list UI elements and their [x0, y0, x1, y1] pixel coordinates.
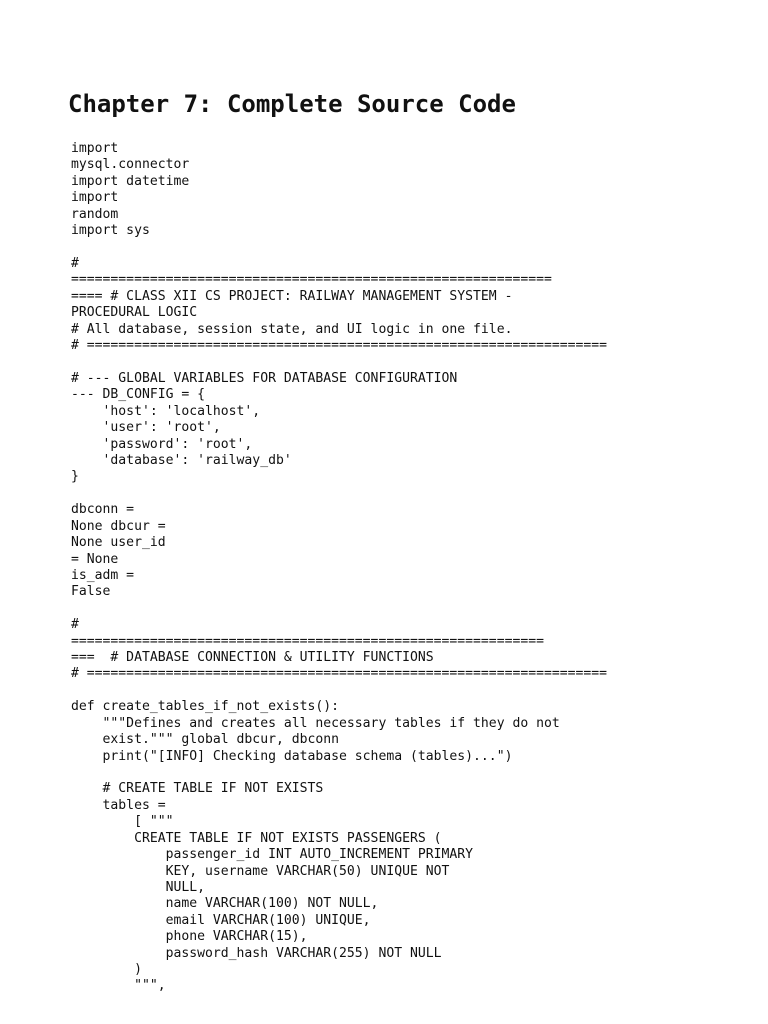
code-line: print("[INFO] Checking database schema (tables)...") — [71, 748, 513, 764]
code-line: # ================================================================== — [71, 338, 608, 353]
code-line: """Defines and creates all necessary tables if they do not — [71, 715, 560, 731]
code-line: } — [71, 469, 79, 485]
code-line: # CREATE TABLE IF NOT EXISTS — [71, 781, 324, 797]
code-line: import sys — [71, 223, 150, 239]
code-line: # --- GLOBAL VARIABLES FOR DATABASE CONFIGURATION — [71, 370, 458, 386]
code-line: mysql.connector — [71, 157, 190, 173]
code-line: is_adm = — [71, 567, 135, 583]
code-line: import — [71, 190, 119, 206]
code-line: ==== # CLASS XII CS PROJECT: RAILWAY MANAGEMENT SYSTEM - — [71, 288, 513, 304]
code-line: --- DB_CONFIG = { — [71, 387, 206, 403]
code-line: CREATE TABLE IF NOT EXISTS PASSENGERS ( — [71, 830, 442, 846]
code-line: 'host': 'localhost', — [71, 403, 261, 419]
code-line: import datetime — [71, 173, 190, 189]
code-line: 'user': 'root', — [71, 420, 221, 436]
code-line: PROCEDURAL LOGIC — [71, 305, 198, 321]
code-line: 'password': 'root', — [71, 436, 253, 452]
code-line: ============================================================ — [71, 633, 544, 649]
code-line: 'database': 'railway_db' — [71, 453, 292, 468]
code-line: False — [71, 584, 111, 600]
code-line: passenger_id INT AUTO_INCREMENT PRIMARY — [71, 847, 474, 863]
code-line: # — [71, 617, 79, 633]
code-line: ) — [71, 962, 142, 977]
code-line: ============================================================= — [71, 272, 552, 288]
code-line: name VARCHAR(100) NOT NULL, — [71, 896, 379, 912]
code-line: = None — [71, 551, 119, 567]
code-line: phone VARCHAR(15), — [71, 929, 308, 945]
code-line: password_hash VARCHAR(255) NOT NULL — [71, 945, 442, 961]
code-line: NULL, — [71, 879, 206, 895]
code-line: === # DATABASE CONNECTION & UTILITY FUNCTIONS — [71, 650, 434, 665]
code-line: # ================================================================== — [71, 666, 608, 682]
code-line: """, — [71, 978, 166, 994]
code-line: dbconn = — [71, 502, 135, 518]
code-line: exist.""" global dbcur, dbconn — [71, 732, 340, 748]
code-line: KEY, username VARCHAR(50) UNIQUE NOT — [71, 863, 450, 879]
chapter-title: Chapter 7: Complete Source Code — [68, 90, 516, 118]
code-line: [ """ — [71, 814, 174, 830]
code-line: None dbcur = — [71, 518, 166, 534]
code-line: def create_tables_if_not_exists(): — [71, 699, 340, 715]
code-line: None user_id — [71, 535, 166, 551]
code-line: random — [71, 206, 119, 222]
code-line: import — [71, 141, 119, 156]
code-line: # All database, session state, and UI logic in one file. — [71, 321, 513, 337]
code-line: tables = — [71, 797, 166, 813]
code-line: email VARCHAR(100) UNIQUE, — [71, 912, 371, 928]
code-line: # — [71, 255, 79, 271]
